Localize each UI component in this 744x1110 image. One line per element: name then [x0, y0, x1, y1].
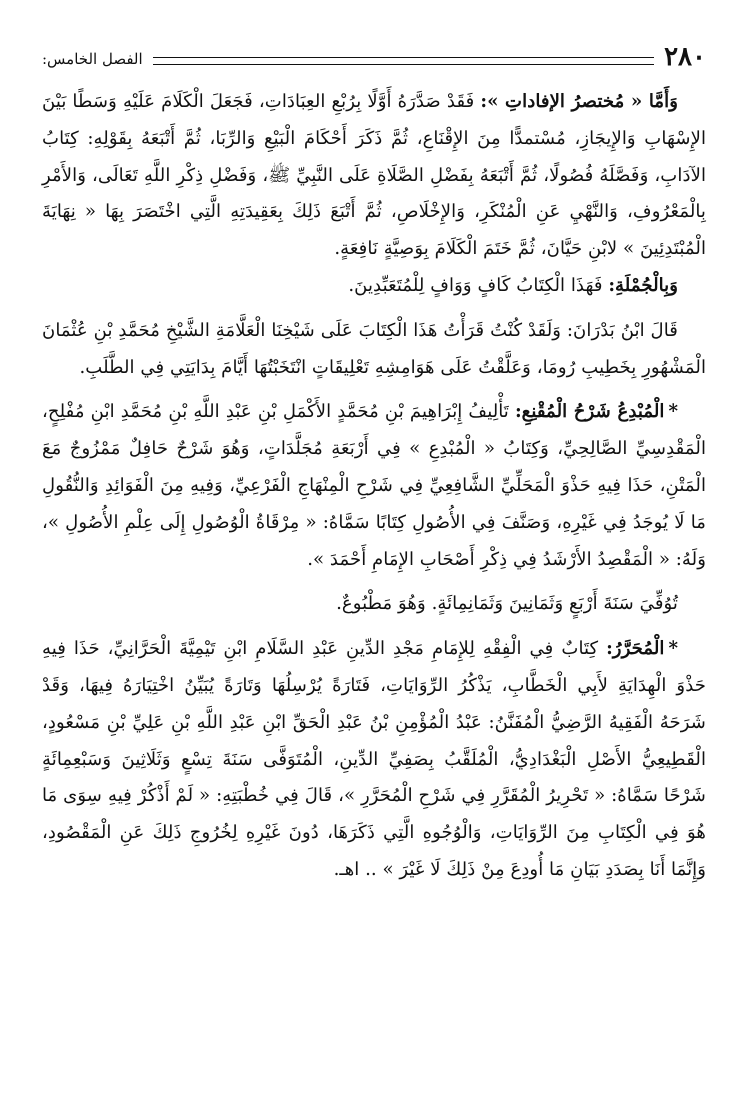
paragraph-mukhtasar [42, 84, 706, 268]
paragraph-text: كِتَابٌ فِي الْفِقْهِ لِلإِمَامِ مَجْدِ الدِّينِ عَبْدِ السَّلَامِ ابْنِ تَيْمِيَّةَ الْحَرَّانِيِّ، حَذَا فِيهِ حَذْوَ الْهِدَايَةِ لأَبِي الْخَطَّابِ، يَذْكُرُ الرِّوَايَاتِ، فَتَارَةً يُرْسِلُهَا وَتَارَةً يُبَيِّنُ اخْتِيَارَهُ فِيهَا، وَقَدْ شَرَحَهُ الْفَقِيهُ الرَّضِيُّ الْمُفَنَّنُ: عَبْدُ الْمُؤْمِنِ بْنُ عَبْدِ الْحَقِّ ابْنِ عَبْدِ اللَّهِ بْنِ عَلِيِّ بْنِ مَسْعُودٍ، الْقَطِيعِيُّ الأَصْلِ الْبَغْدَادِيُّ، الْمُلَقَّبُ بِصَفِيِّ الدِّينِ، الْمُتَوَفَّى سَنَةَ تِسْعٍ وَثَلَاثِينَ وَسَبْعِمِائَةٍ شَرْحًا سَمَّاهُ: « تَحْرِيرُ الْمُقَرَّرِ فِي شَرْحِ الْمُحَرَّرِ »، قَالَ فِي خُطْبَتِهِ: « لَمْ أَذْكُرْ فِيهِ سِوَى مَا هُوَ فِي الْكِتَابِ مِنَ الرِّوَايَاتِ، وَالْوُجُوهِ الَّتِي ذَكَرَهَا، دُونَ غَيْرِهِ لِخُرُوجِ ذَلِكَ عَنِ الْمَقْصُودِ، وَإِنَّمَا أَنَا بِصَدَدِ بَيَانِ مَا أُودِعَ مِنْ ذَلِكَ لَا غَيْرَ » .. اهـ. [42, 638, 706, 880]
star-marker: * [668, 638, 678, 660]
term-mubdi: الْمُبْدِعُ شَرْحُ الْمُقْنِعِ: [514, 401, 665, 423]
paragraph-text: فَهَذَا الْكِتَابُ كَافٍ وَوَافٍ لِلْمُتَعَبِّدِينَ. [348, 274, 609, 296]
paragraph-summary [42, 268, 706, 305]
paragraph-death [42, 586, 706, 623]
chapter-title: الفصل الخامس: [42, 50, 143, 68]
header-rule [153, 57, 654, 65]
page-number: ٢٨٠ [664, 42, 706, 72]
term-summary: وَبِالْجُمْلَةِ: [608, 274, 678, 296]
paragraph-muharrar [42, 631, 706, 889]
paragraph-ibn-badran [42, 313, 706, 387]
paragraph-mubdi [42, 394, 706, 578]
term-muharrar: الْمُحَرَّرُ: [606, 638, 665, 660]
book-page [42, 40, 706, 1080]
term-mukhtasar: وَأَمَّا « مُختصرُ الإفاداتِ »: [480, 91, 679, 112]
paragraph-text: تَأْلِيفُ إِبْرَاهِيمَ بْنِ مُحَمَّدٍ الأَكْمَلِ بْنِ عَبْدِ اللَّهِ بْنِ مُحَمَّدِ ابْنِ مُفْلِحٍ، الْمَقْدِسِيِّ الصَّالِحِيِّ، وَكِتَابُ « الْمُبْدِعِ » فِي أَرْبَعَةِ مُجَلَّدَاتٍ، وَهُوَ شَرْحٌ حَافِلٌ مَمْزُوجٌ مَعَ الْمَتْنِ، حَذَا فِيهِ حَذْوَ الْمَحَلِّيِّ الشَّافِعِيِّ فِي شَرْحِ الْمِنْهَاجِ الْفَرْعِيِّ، وَفِيهِ مِنَ الْفَوَائِدِ وَالنُّقُولِ مَا لَا يُوجَدُ فِي غَيْرِهِ، وَصَنَّفَ فِي الأُصُولِ كِتَابًا سَمَّاهُ: « مِرْقَاةُ الْوُصُولِ إِلَى عِلْمِ الأُصُولِ »، وَلَهُ: « الْمَقْصِدُ الأَرْشَدُ فِي ذِكْرِ أَصْحَابِ الإِمَامِ أَحْمَدَ ». [42, 401, 706, 570]
star-marker: * [668, 401, 678, 423]
paragraph-text: قَالَ ابْنُ بَدْرَانَ: وَلَقَدْ كُنْتُ قَرَأْتُ هَذَا الْكِتَابَ عَلَى شَيْخِنَا الْعَلَّامَةِ الشَّيْخِ مُحَمَّدِ بْنِ عُثْمَانَ الْمَشْهُورِ بِخَطِيبِ رُومَا، وَعَلَّقْتُ عَلَى هَوَامِشِهِ تَعْلِيقَاتٍ انْتَخَبْتُهَا أَيَّامَ بِدَايَتِي فِي الطَّلَبِ. [42, 319, 706, 378]
paragraph-text: تُوُفِّيَ سَنَةَ أَرْبَعٍ وَثَمَانِينَ وَثَمَانِمِائَةٍ. وَهُوَ مَطْبُوعٌ. [336, 593, 678, 615]
page-header [42, 40, 706, 74]
page-body [42, 84, 706, 889]
paragraph-text: فَقَدْ صَدَّرَهُ أَوَّلًا بِرُبْعِ العِبَادَاتِ، فَجَعَلَ الْكَلَامَ عَلَيْهِ وَسَطًا بَيْنَ الإِسْهَابِ وَالإِيجَازِ، مُسْتمدًّا مِنَ الإِقْنَاعِ، ثُمَّ ذَكَرَ أَحْكَامَ الْبَيْعِ وَالرِّبَا، ثُمَّ أَتْبَعَهُ بِقَوْلِهِ: كِتَابُ الآدَابِ، وَفَصَّلَهُ فُصُولًا، ثُمَّ أَتْبَعَهُ بِفَضْلِ الصَّلَاةِ عَلَى النَّبِيِّ ﷺ، وَفَضْلِ ذِكْرِ اللَّهِ تَعَالَى، وَالأَمْرِ بِالْمَعْرُوفِ، وَالنَّهْيِ عَنِ الْمُنْكَرِ، وَالإِخْلَاصِ، ثُمَّ أَتْبَعَ ذَلِكَ بِعَقِيدَتِهِ الَّتِي اخْتَصَرَ بِهَا « نِهَايَةَ الْمُبْتَدِئِينَ » لابْنِ حَيَّانَ، ثُمَّ خَتَمَ الْكَلَامَ بِوَصِيَّةٍ نَافِعَةٍ. [42, 91, 706, 260]
